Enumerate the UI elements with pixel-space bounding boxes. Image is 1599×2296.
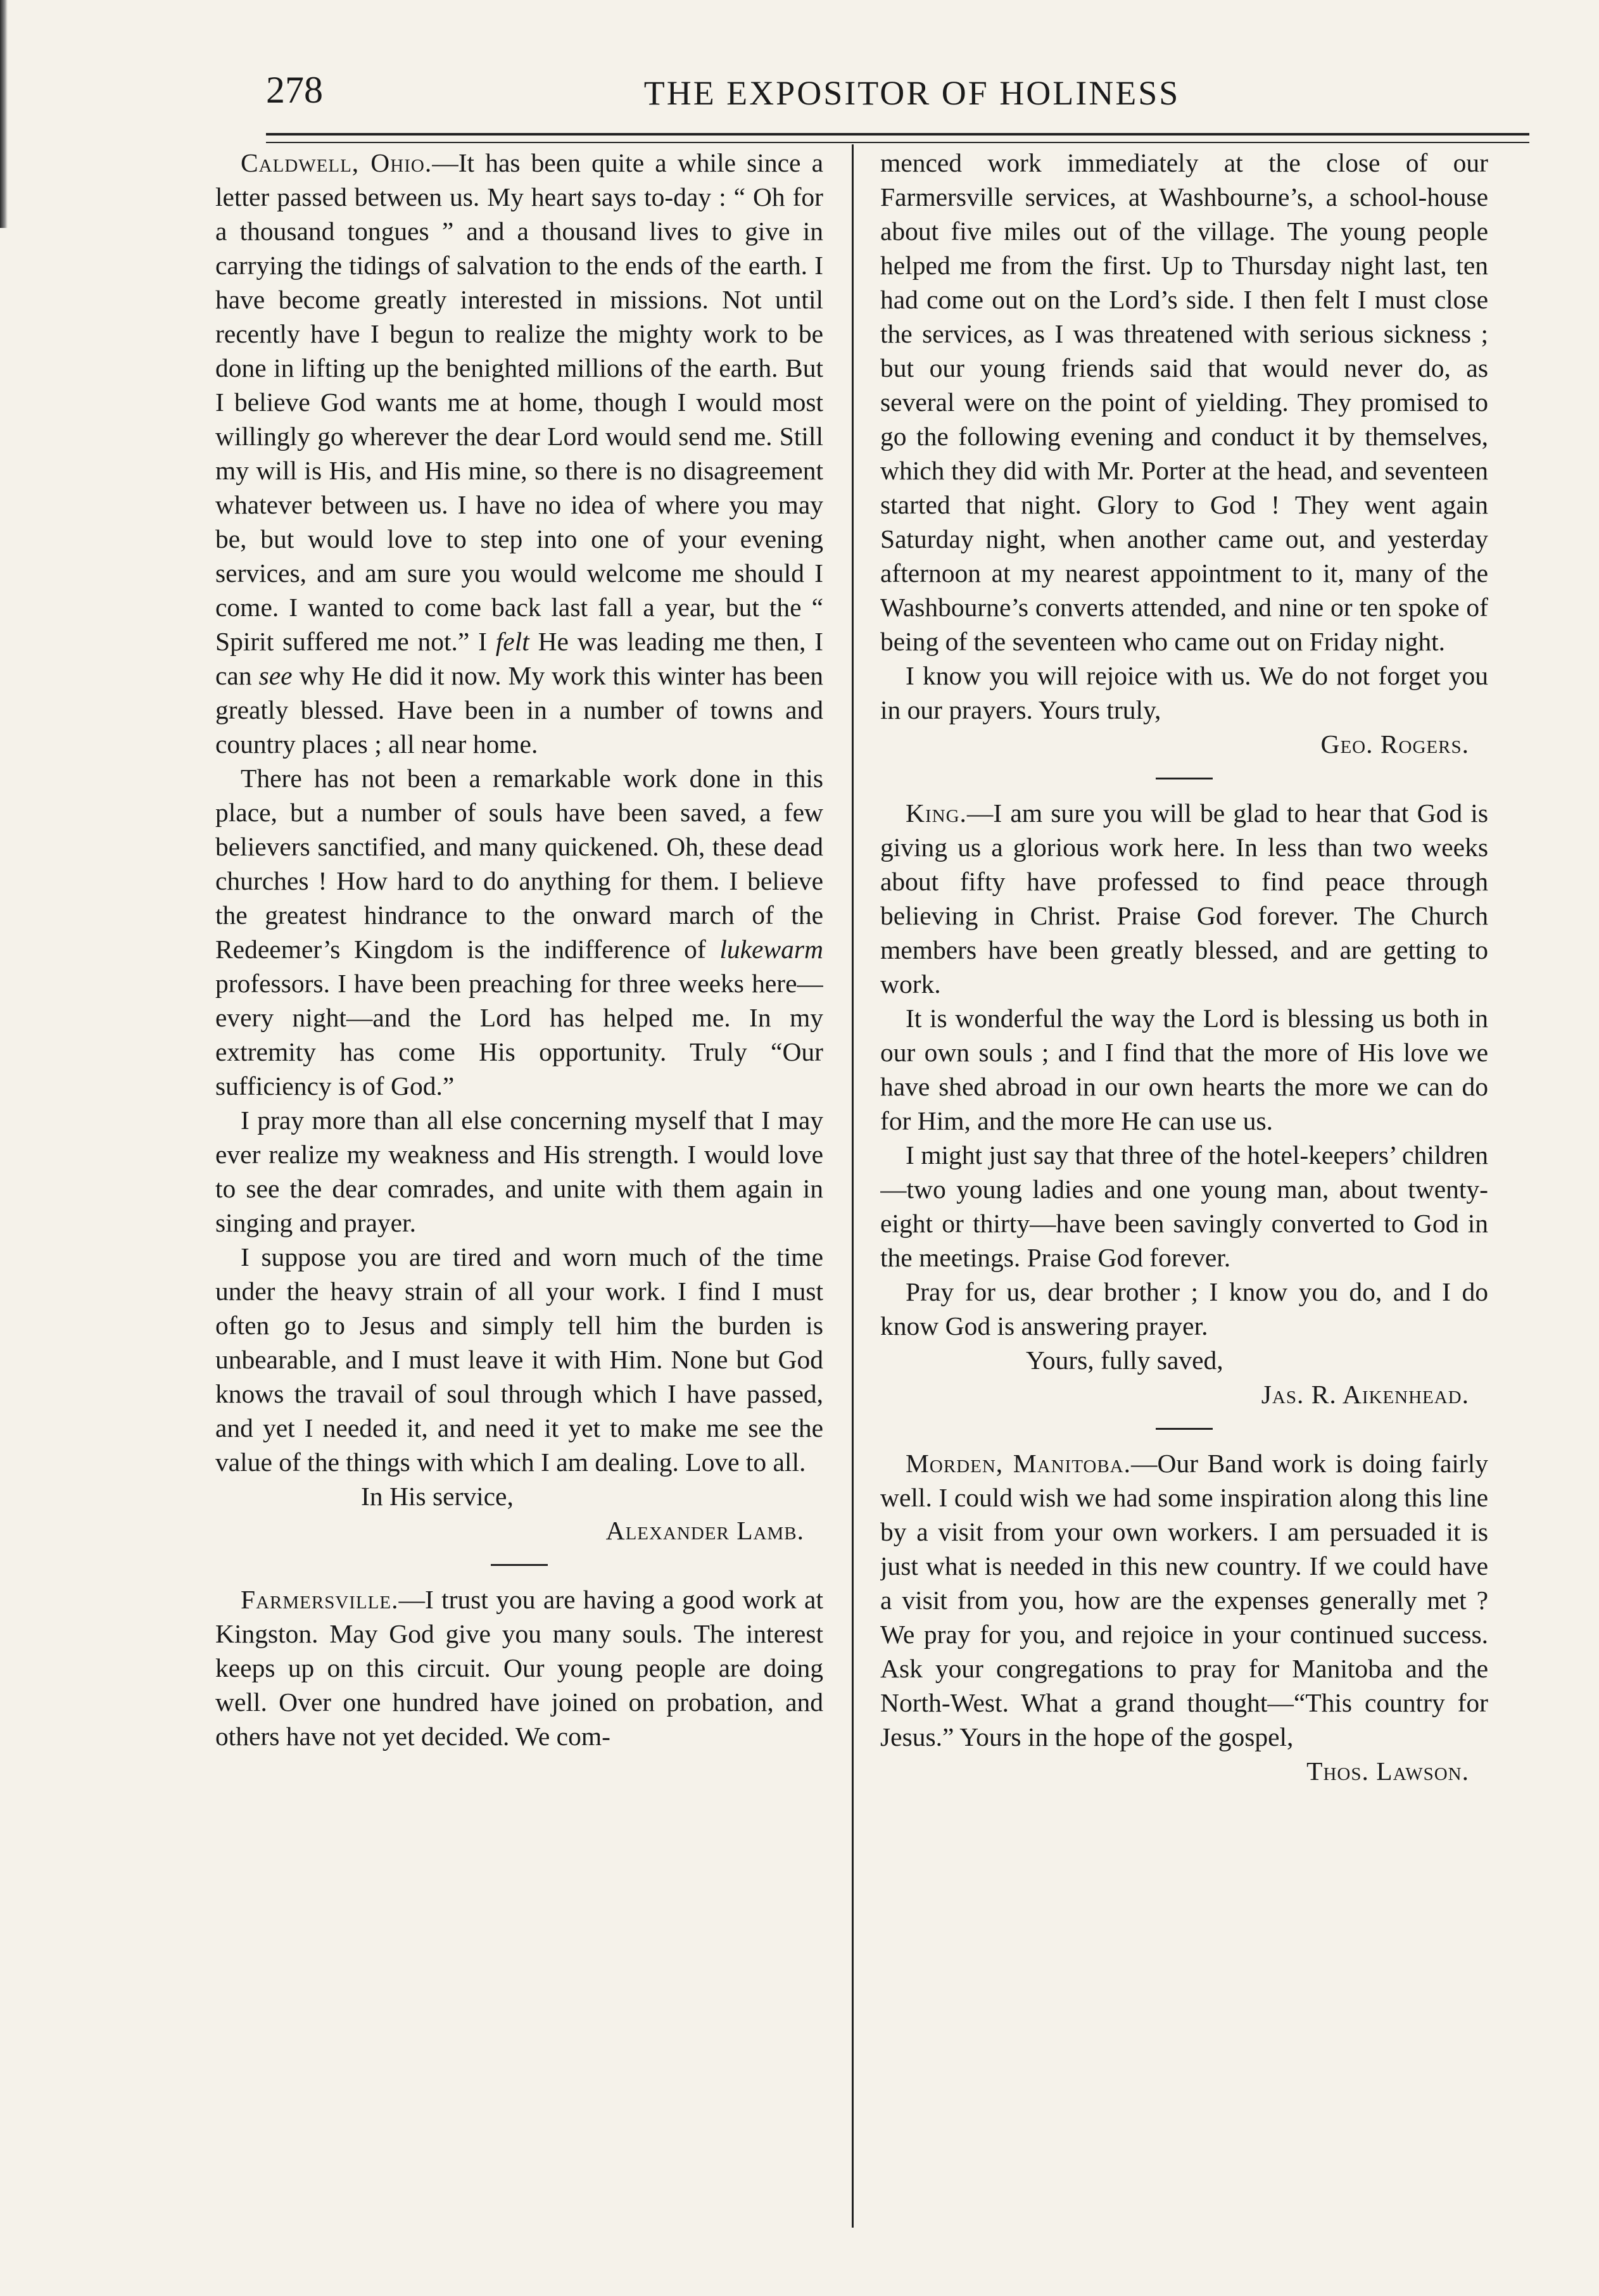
letter-caldwell-p1: Caldwell, Ohio.—It has been quite a while since a letter passed between us. My heart says to-day : “ Oh for a thousand tongues ” and a thousand lives to give in carrying the tidings of salvation to the ends of the earth. I have become greatly interested in missions. Not until recently have I begun to realize the mighty work to be done in lifting up the benighted millions of the earth. But I believe God wants me at home, though I would most willingly go wherever the dear Lord would send me. Still my will is His, and His mine, so there is no disagreement whatever between us. I have no idea of where you may be, but would love to step into one of your evening services, and am sure you would welcome me should I come. I wanted to come back last fall a year, but the “ Spirit suffered me not.” I felt He was leading me then, I can see why He did it now. My work this winter has been greatly blessed. Have been in a number of towns and country places ; all near home.: [215, 148, 823, 759]
letter-king-p2: It is wonderful the way the Lord is blessing us both in our own souls ; and I find that the more of His love we have shed abroad in our own hearts the more we can do for Him, and the more He can use us.: [880, 1004, 1488, 1135]
separator-rule: [1156, 1428, 1213, 1430]
letter-farmersville-cont: menced work immediately at the close of our Farmersville services, at Washbourne’s, a school-house about five miles out of the village. The young people helped me from the first. Up to Thursday night last, ten had come out on the Lord’s side. I then felt I must close the services, as I was threatened with serious sickness ; but our young friends said that would never do, as several were on the point of yielding. They promised to go the following evening and conduct it by themselves, which they did with Mr. Porter at the head, and seventeen started that night. Glory to God ! They went again Saturday night, when another came out, and yesterday afternoon at my nearest appointment to it, many of the Washbourne’s converts attended, and nine or ten spoke of being of the seventeen who came out on Friday night.: [880, 148, 1488, 656]
place-heading: Farmersville.: [241, 1585, 399, 1614]
column-divider: [852, 144, 854, 2228]
running-title: THE EXPOSITOR OF HOLINESS: [643, 74, 1180, 112]
right-column: [880, 146, 1488, 2216]
letter-king-p3: I might just say that three of the hotel-keepers’ children—two young ladies and one young man, about twenty-eight or thirty—have been savingly converted to God in the meetings. Praise God forever.: [880, 1140, 1488, 1272]
signature: Alexander Lamb.: [605, 1516, 804, 1545]
letter-king-p4: Pray for us, dear brother ; I know you do, and I do know God is answering prayer.: [880, 1277, 1488, 1340]
letter-caldwell-p3: I pray more than all else concerning myself that I may ever realize my weakness and His strength. I would love to see the dear comrades, and unite with them again in singing and prayer.: [215, 1106, 823, 1237]
letter-king-p1: King.—I am sure you will be glad to hear that God is giving us a glorious work here. In less than two weeks about fifty have professed to find peace through believing in Christ. Praise God forever. The Church members have been greatly blessed, and are getting to work.: [880, 798, 1488, 999]
letter-farmersville-p2: I know you will rejoice with us. We do not forget you in our prayers. Yours truly,: [880, 661, 1488, 724]
left-column: [215, 146, 823, 2216]
letter-caldwell-p4: I suppose you are tired and worn much of the time under the heavy strain of all your work. I find I must often go to Jesus and simply tell him the burden is unbearable, and I must leave it with Him. None but God knows the travail of soul through which I have passed, and yet I needed it, and need it yet to make me see the value of the things with which I am dealing. Love to all.: [215, 1242, 823, 1477]
page-edge-shadow: [0, 0, 8, 228]
separator-rule: [491, 1564, 548, 1566]
closing-line: In His service,: [361, 1482, 514, 1511]
header-rule: [266, 133, 1529, 143]
letter-morden-p1: Morden, Manitoba.—Our Band work is doing fairly well. I could wish we had some inspiration along this line by a visit from your own workers. I am persuaded it is just what is needed in this new country. If we could have a visit from you, how are the expenses generally met ? We pray for you, and rejoice in your continued success. Ask your congregations to pray for Manitoba and the North-West. What a grand thought—“This country for Jesus.” Yours in the hope of the gospel,: [880, 1449, 1488, 1751]
signature: Jas. R. Aikenhead.: [1261, 1380, 1469, 1409]
letter-farmersville-p1: Farmersville.—I trust you are having a good work at Kingston. May God give you many souls. The interest keeps up on this circuit. Our young people are doing well. Over one hundred have joined on probation, and others have not yet decided. We com-: [215, 1585, 823, 1751]
separator-rule: [1156, 778, 1213, 779]
signature: Geo. Rogers.: [1320, 729, 1469, 759]
page-header: [266, 68, 1533, 132]
place-heading: Morden, Manitoba.: [906, 1449, 1131, 1478]
letter-caldwell-p2: There has not been a remarkable work done in this place, but a number of souls have been saved, a few believers sanctified, and many quickened. Oh, these dead churches ! How hard to do anything for them. I believe the greatest hindrance to the onward march of the Redeemer’s Kingdom is the indifference of lukewarm professors. I have been preaching for three weeks here—every night—and the Lord has helped me. In my extremity has come His opportunity. Truly “Our sufficiency is of God.”: [215, 764, 823, 1101]
place-heading: King.: [906, 798, 967, 828]
signature: Thos. Lawson.: [1306, 1757, 1469, 1786]
closing-line: Yours, fully saved,: [1026, 1346, 1223, 1375]
page-number: 278: [266, 69, 323, 111]
place-heading: Caldwell, Ohio.: [241, 148, 433, 177]
